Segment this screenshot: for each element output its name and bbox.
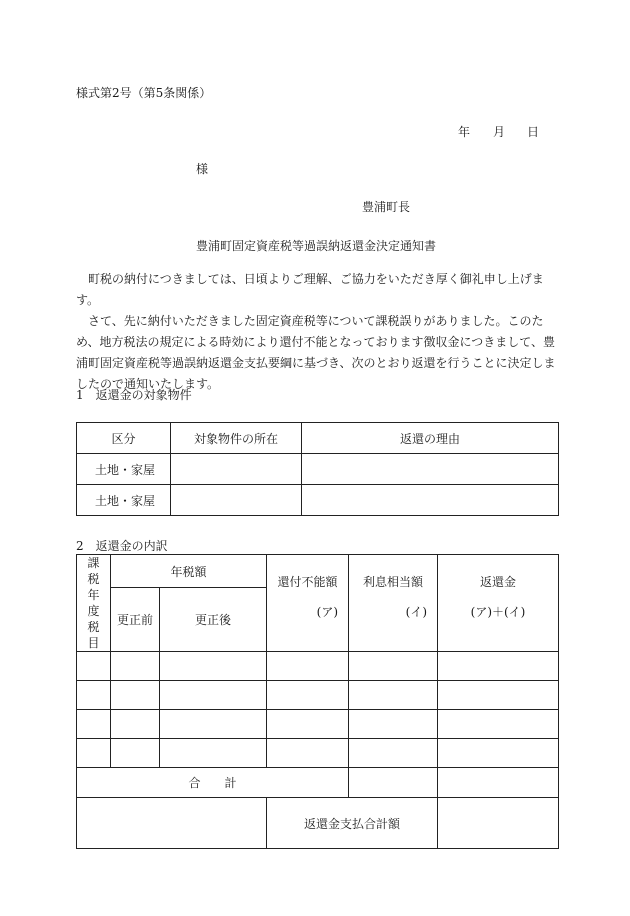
grand-total-label: 返還金支払合計額	[267, 798, 438, 849]
date-year-label: 年	[458, 125, 471, 139]
notice-body	[76, 269, 556, 395]
header-annual-tax: 年税額	[111, 555, 267, 588]
header-tax-year: 課税年度税目	[77, 555, 111, 652]
date-day-label: 日	[527, 125, 540, 139]
row-category: 土地・家屋	[77, 485, 171, 516]
total-label: 合 計	[77, 768, 349, 798]
table-header-row	[77, 555, 559, 588]
table-row	[77, 485, 559, 516]
header-refund	[438, 555, 559, 652]
header-unrefundable-mark: (ア)	[316, 605, 339, 619]
row-reason	[302, 454, 559, 485]
paragraph-notice: さて、先に納付いただきました固定資産税等について課税誤りがありました。このため、地方税法の規定による時効により還付不能となっております徴収金につきまして、豊浦町固定資産税等過誤納返還金支払要綱に基づき、次のとおり返還を行うことに決定しましたので通知いたします。	[76, 314, 556, 391]
header-unrefundable	[267, 555, 349, 652]
section1-heading: 1 返還金の対象物件	[76, 388, 192, 402]
header-refund-formula: (ア)＋(イ)	[470, 605, 526, 619]
header-interest-label: 利息相当額	[363, 575, 424, 589]
row-reason	[302, 485, 559, 516]
row-location	[171, 454, 302, 485]
table-row	[77, 454, 559, 485]
header-location: 対象物件の所在	[171, 423, 302, 454]
header-before-correction: 更正前	[111, 588, 160, 652]
table-row	[77, 739, 559, 768]
refund-breakdown-table	[76, 554, 559, 849]
date-month-label: 月	[493, 125, 506, 139]
grand-total-row	[77, 798, 559, 849]
row-location	[171, 485, 302, 516]
sender-name: 豊浦町長	[362, 200, 411, 214]
table-row	[77, 710, 559, 739]
table-row	[77, 652, 559, 681]
target-property-table	[76, 422, 559, 516]
header-reason: 返還の理由	[302, 423, 559, 454]
form-number: 様式第2号（第5条関係）	[76, 86, 212, 100]
paragraph-greeting: 町税の納付につきましては、日頃よりご理解、ご協力をいただき厚く御礼申し上げます。	[76, 272, 544, 307]
total-row	[77, 768, 559, 798]
row-category: 土地・家屋	[77, 454, 171, 485]
document-title: 豊浦町固定資産税等過誤納返還金決定通知書	[196, 239, 437, 253]
header-interest	[349, 555, 438, 652]
table-header-row	[77, 423, 559, 454]
addressee-suffix: 様	[196, 162, 209, 176]
header-after-correction: 更正後	[160, 588, 267, 652]
table-row	[77, 681, 559, 710]
section2-heading: 2 返還金の内訳	[76, 539, 168, 553]
header-interest-mark: (イ)	[405, 605, 428, 619]
header-category: 区分	[77, 423, 171, 454]
header-refund-label: 返還金	[480, 575, 517, 589]
header-unrefundable-label: 還付不能額	[277, 575, 338, 589]
